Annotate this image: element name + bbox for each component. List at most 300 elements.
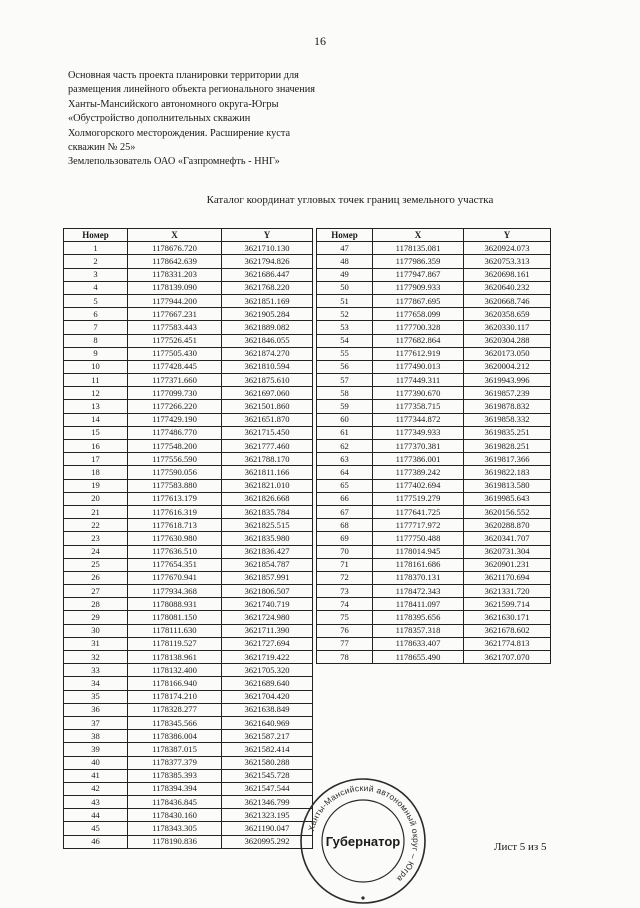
cell-number: 18 [64, 466, 128, 479]
document-header [68, 69, 315, 170]
table-row [64, 809, 313, 822]
cell-y: 3621905.284 [222, 308, 313, 321]
cell-number: 64 [317, 466, 373, 479]
cell-y: 3620753.313 [464, 255, 551, 268]
catalog-title: Каталог координат угловых точек границ земельного участка [206, 194, 494, 206]
cell-number: 78 [317, 651, 373, 664]
cell-number: 74 [317, 598, 373, 611]
table-row [317, 347, 551, 360]
cell-x: 1178161.686 [373, 558, 464, 571]
table-row [64, 440, 313, 453]
cell-y: 3621821.010 [222, 479, 313, 492]
cell-x: 1177700.328 [373, 321, 464, 334]
cell-y: 3619822.183 [464, 466, 551, 479]
table-row [317, 453, 551, 466]
cell-x: 1177505.430 [128, 347, 222, 360]
cell-y: 3621705.320 [222, 664, 313, 677]
cell-x: 1177266.220 [128, 400, 222, 413]
table-row [317, 400, 551, 413]
cell-x: 1177583.443 [128, 321, 222, 334]
cell-x: 1178385.393 [128, 769, 222, 782]
table-row [64, 571, 313, 584]
cell-x: 1177616.319 [128, 505, 222, 518]
cell-x: 1177658.099 [373, 308, 464, 321]
cell-y: 3621774.813 [464, 637, 551, 650]
table-row [317, 281, 551, 294]
cell-y: 3619835.251 [464, 426, 551, 439]
cell-x: 1178088.931 [128, 598, 222, 611]
table-row [317, 268, 551, 281]
cell-number: 20 [64, 492, 128, 505]
cell-x: 1178676.720 [128, 242, 222, 255]
cell-x: 1178014.945 [373, 545, 464, 558]
cell-y: 3621678.602 [464, 624, 551, 637]
cell-number: 15 [64, 426, 128, 439]
cell-x: 1177947.867 [373, 268, 464, 281]
cell-x: 1177641.725 [373, 505, 464, 518]
cell-x: 1177934.368 [128, 585, 222, 598]
table-row [64, 651, 313, 664]
cell-x: 1177630.980 [128, 532, 222, 545]
cell-y: 3621689.640 [222, 677, 313, 690]
cell-number: 31 [64, 637, 128, 650]
cell-x: 1178642.639 [128, 255, 222, 268]
table-row [64, 558, 313, 571]
cell-x: 1178395.656 [373, 611, 464, 624]
cell-number: 29 [64, 611, 128, 624]
cell-x: 1177358.715 [373, 400, 464, 413]
cell-y: 3621836.427 [222, 545, 313, 558]
cell-y: 3621846.055 [222, 334, 313, 347]
cell-x: 1178387.015 [128, 743, 222, 756]
column-header-x: X [128, 229, 222, 242]
cell-y: 3621545.728 [222, 769, 313, 782]
cell-x: 1177682.864 [373, 334, 464, 347]
cell-number: 65 [317, 479, 373, 492]
column-header-number: Номер [317, 229, 373, 242]
table-row [64, 281, 313, 294]
cell-number: 62 [317, 440, 373, 453]
table-row [64, 716, 313, 729]
cell-number: 8 [64, 334, 128, 347]
cell-x: 1177386.001 [373, 453, 464, 466]
table-row [64, 413, 313, 426]
table-row [317, 651, 551, 664]
cell-x: 1177370.381 [373, 440, 464, 453]
cell-x: 1177867.695 [373, 294, 464, 307]
cell-x: 1177618.713 [128, 519, 222, 532]
table-header-row [317, 229, 551, 242]
cell-number: 39 [64, 743, 128, 756]
cell-x: 1177449.311 [373, 374, 464, 387]
table-row [64, 703, 313, 716]
cell-y: 3621711.390 [222, 624, 313, 637]
cell-y: 3621825.515 [222, 519, 313, 532]
table-row [317, 308, 551, 321]
cell-number: 66 [317, 492, 373, 505]
cell-x: 1177428.445 [128, 360, 222, 373]
cell-x: 1177389.242 [373, 466, 464, 479]
header-line: размещения линейного объекта регионального значения [68, 84, 316, 96]
cell-y: 3620924.073 [464, 242, 551, 255]
cell-x: 1177519.279 [373, 492, 464, 505]
cell-x: 1177654.351 [128, 558, 222, 571]
column-header-x: X [373, 229, 464, 242]
cell-number: 17 [64, 453, 128, 466]
column-header-y: Y [222, 229, 313, 242]
cell-number: 10 [64, 360, 128, 373]
cell-number: 53 [317, 321, 373, 334]
table-row [64, 387, 313, 400]
cell-y: 3621740.719 [222, 598, 313, 611]
cell-number: 69 [317, 532, 373, 545]
cell-y: 3619985.643 [464, 492, 551, 505]
table-row [317, 571, 551, 584]
cell-x: 1177344.872 [373, 413, 464, 426]
cell-number: 33 [64, 664, 128, 677]
cell-y: 3621794.826 [222, 255, 313, 268]
cell-number: 70 [317, 545, 373, 558]
cell-number: 46 [64, 835, 128, 848]
cell-number: 57 [317, 374, 373, 387]
cell-number: 55 [317, 347, 373, 360]
cell-number: 1 [64, 242, 128, 255]
cell-number: 47 [317, 242, 373, 255]
cell-x: 1177526.451 [128, 334, 222, 347]
cell-y: 3621788.170 [222, 453, 313, 466]
table-row [64, 321, 313, 334]
cell-x: 1177670.941 [128, 571, 222, 584]
table-row [317, 334, 551, 347]
cell-x: 1178119.527 [128, 637, 222, 650]
cell-x: 1178328.277 [128, 703, 222, 716]
cell-number: 4 [64, 281, 128, 294]
cell-number: 7 [64, 321, 128, 334]
cell-number: 2 [64, 255, 128, 268]
coordinates-table-right [316, 228, 551, 664]
cell-number: 37 [64, 716, 128, 729]
cell-y: 3621874.270 [222, 347, 313, 360]
table-row [317, 242, 551, 255]
column-header-number: Номер [64, 229, 128, 242]
table-row [317, 321, 551, 334]
table-header-row [64, 229, 313, 242]
cell-y: 3621811.166 [222, 466, 313, 479]
cell-y: 3621875.610 [222, 374, 313, 387]
cell-number: 30 [64, 624, 128, 637]
cell-y: 3621323.195 [222, 809, 313, 822]
cell-x: 1178386.004 [128, 730, 222, 743]
table-row [64, 334, 313, 347]
cell-number: 54 [317, 334, 373, 347]
cell-y: 3621806.507 [222, 585, 313, 598]
cell-number: 25 [64, 558, 128, 571]
table-row [64, 505, 313, 518]
column-header-y: Y [464, 229, 551, 242]
cell-number: 72 [317, 571, 373, 584]
cell-x: 1178394.394 [128, 782, 222, 795]
cell-y: 3620995.292 [222, 835, 313, 848]
cell-y: 3621697.060 [222, 387, 313, 400]
cell-y: 3620731.304 [464, 545, 551, 558]
cell-y: 3620004.212 [464, 360, 551, 373]
table-row [317, 466, 551, 479]
cell-y: 3619858.332 [464, 413, 551, 426]
table-row [317, 294, 551, 307]
cell-y: 3621170.694 [464, 571, 551, 584]
cell-x: 1178174.210 [128, 690, 222, 703]
header-line: Основная часть проекта планировки территории для [68, 70, 299, 81]
cell-y: 3621707.070 [464, 651, 551, 664]
page-number: 16 [314, 34, 326, 48]
governor-seal [296, 774, 430, 908]
cell-x: 1178111.630 [128, 624, 222, 637]
table-row [64, 268, 313, 281]
seal-ring-text: Ханты-Мансийский автономный округ – Югра [306, 782, 422, 885]
cell-y: 3619813.580 [464, 479, 551, 492]
cell-y: 3621190.047 [222, 822, 313, 835]
cell-x: 1177402.694 [373, 479, 464, 492]
table-row [64, 690, 313, 703]
cell-y: 3620173.050 [464, 347, 551, 360]
cell-number: 23 [64, 532, 128, 545]
table-row [317, 413, 551, 426]
cell-number: 48 [317, 255, 373, 268]
cell-number: 56 [317, 360, 373, 373]
cell-y: 3620640.232 [464, 281, 551, 294]
cell-y: 3620698.161 [464, 268, 551, 281]
table-row [64, 374, 313, 387]
cell-x: 1177717.972 [373, 519, 464, 532]
cell-y: 3620156.552 [464, 505, 551, 518]
table-row [317, 611, 551, 624]
cell-number: 14 [64, 413, 128, 426]
cell-x: 1178138.961 [128, 651, 222, 664]
cell-x: 1178633.407 [373, 637, 464, 650]
cell-y: 3621501.860 [222, 400, 313, 413]
cell-y: 3621851.169 [222, 294, 313, 307]
cell-x: 1177583.880 [128, 479, 222, 492]
cell-number: 40 [64, 756, 128, 769]
cell-y: 3620304.288 [464, 334, 551, 347]
cell-number: 59 [317, 400, 373, 413]
cell-number: 26 [64, 571, 128, 584]
cell-number: 44 [64, 809, 128, 822]
table-row [64, 453, 313, 466]
cell-number: 22 [64, 519, 128, 532]
cell-number: 3 [64, 268, 128, 281]
table-row [64, 743, 313, 756]
cell-number: 49 [317, 268, 373, 281]
cell-x: 1178081.150 [128, 611, 222, 624]
cell-x: 1178436.845 [128, 796, 222, 809]
cell-y: 3621835.980 [222, 532, 313, 545]
cell-y: 3619828.251 [464, 440, 551, 453]
cell-y: 3621810.594 [222, 360, 313, 373]
table-row [64, 242, 313, 255]
cell-x: 1177490.013 [373, 360, 464, 373]
cell-number: 61 [317, 426, 373, 439]
cell-number: 45 [64, 822, 128, 835]
cell-number: 35 [64, 690, 128, 703]
table-row [64, 466, 313, 479]
table-row [64, 585, 313, 598]
cell-y: 3621704.420 [222, 690, 313, 703]
cell-y: 3621857.991 [222, 571, 313, 584]
seal-center-text: Губернатор [325, 834, 401, 849]
cell-y: 3621346.799 [222, 796, 313, 809]
cell-x: 1178135.081 [373, 242, 464, 255]
cell-number: 24 [64, 545, 128, 558]
cell-y: 3621547.544 [222, 782, 313, 795]
cell-x: 1177548.200 [128, 440, 222, 453]
cell-x: 1177590.056 [128, 466, 222, 479]
cell-x: 1177613.179 [128, 492, 222, 505]
table-row [64, 756, 313, 769]
cell-x: 1177667.231 [128, 308, 222, 321]
cell-x: 1177371.660 [128, 374, 222, 387]
cell-y: 3621715.450 [222, 426, 313, 439]
cell-x: 1178166.940 [128, 677, 222, 690]
header-line: Холмогорского месторождения. Расширение куста [68, 127, 291, 139]
cell-y: 3621580.288 [222, 756, 313, 769]
header-line: «Обустройство дополнительных скважин [68, 113, 251, 125]
cell-number: 73 [317, 585, 373, 598]
cell-number: 11 [64, 374, 128, 387]
table-row [317, 492, 551, 505]
cell-y: 3621582.414 [222, 743, 313, 756]
header-line: скважин № 25» [68, 142, 136, 154]
table-row [64, 677, 313, 690]
table-body-right [317, 242, 551, 664]
cell-number: 12 [64, 387, 128, 400]
cell-number: 36 [64, 703, 128, 716]
cell-y: 3621710.130 [222, 242, 313, 255]
cell-y: 3621889.082 [222, 321, 313, 334]
cell-y: 3621638.849 [222, 703, 313, 716]
table-row [64, 611, 313, 624]
header-line: Землепользователь ОАО «Газпромнефть - ННГ» [68, 156, 280, 168]
cell-x: 1178139.090 [128, 281, 222, 294]
cell-x: 1178377.379 [128, 756, 222, 769]
cell-y: 3620341.707 [464, 532, 551, 545]
cell-x: 1177429.190 [128, 413, 222, 426]
table-row [64, 782, 313, 795]
table-row [64, 294, 313, 307]
table-row [64, 360, 313, 373]
cell-y: 3620288.870 [464, 519, 551, 532]
cell-y: 3621835.784 [222, 505, 313, 518]
cell-x: 1178345.566 [128, 716, 222, 729]
cell-y: 3620668.746 [464, 294, 551, 307]
cell-number: 51 [317, 294, 373, 307]
cell-y: 3621826.668 [222, 492, 313, 505]
table-row [317, 374, 551, 387]
cell-x: 1178132.400 [128, 664, 222, 677]
cell-x: 1178472.343 [373, 585, 464, 598]
cell-x: 1177349.933 [373, 426, 464, 439]
cell-number: 50 [317, 281, 373, 294]
cell-number: 67 [317, 505, 373, 518]
cell-number: 77 [317, 637, 373, 650]
cell-x: 1177750.488 [373, 532, 464, 545]
cell-y: 3621599.714 [464, 598, 551, 611]
cell-y: 3619878.832 [464, 400, 551, 413]
cell-number: 34 [64, 677, 128, 690]
cell-y: 3621768.220 [222, 281, 313, 294]
cell-number: 5 [64, 294, 128, 307]
cell-number: 38 [64, 730, 128, 743]
cell-y: 3619817.366 [464, 453, 551, 466]
cell-y: 3621719.422 [222, 651, 313, 664]
table-row [64, 545, 313, 558]
cell-number: 60 [317, 413, 373, 426]
cell-x: 1177486.770 [128, 426, 222, 439]
cell-x: 1178357.318 [373, 624, 464, 637]
table-row [317, 426, 551, 439]
cell-x: 1177099.730 [128, 387, 222, 400]
cell-number: 28 [64, 598, 128, 611]
table-row [64, 400, 313, 413]
table-row [64, 519, 313, 532]
cell-y: 3621777.460 [222, 440, 313, 453]
cell-number: 42 [64, 782, 128, 795]
cell-x: 1178343.305 [128, 822, 222, 835]
table-row [317, 558, 551, 571]
table-row [317, 624, 551, 637]
cell-number: 68 [317, 519, 373, 532]
table-row [317, 585, 551, 598]
cell-y: 3621651.870 [222, 413, 313, 426]
cell-y: 3621640.969 [222, 716, 313, 729]
table-row [64, 532, 313, 545]
table-row [317, 532, 551, 545]
cell-number: 52 [317, 308, 373, 321]
cell-number: 16 [64, 440, 128, 453]
sheet-label: Лист 5 из 5 [494, 841, 547, 853]
cell-number: 41 [64, 769, 128, 782]
table-row [64, 598, 313, 611]
cell-number: 58 [317, 387, 373, 400]
cell-number: 6 [64, 308, 128, 321]
table-row [317, 598, 551, 611]
cell-y: 3621331.720 [464, 585, 551, 598]
cell-y: 3620330.117 [464, 321, 551, 334]
table-row [64, 255, 313, 268]
cell-y: 3621724.980 [222, 611, 313, 624]
seal-dot [361, 896, 364, 899]
cell-number: 76 [317, 624, 373, 637]
cell-x: 1178190.836 [128, 835, 222, 848]
table-row [317, 440, 551, 453]
cell-x: 1177909.933 [373, 281, 464, 294]
table-row [317, 255, 551, 268]
coordinates-table-left [63, 228, 313, 849]
cell-x: 1178411.097 [373, 598, 464, 611]
cell-y: 3619943.996 [464, 374, 551, 387]
table-row [64, 835, 313, 848]
table-row [64, 308, 313, 321]
table-row [64, 624, 313, 637]
cell-y: 3620901.231 [464, 558, 551, 571]
table-row [64, 492, 313, 505]
cell-y: 3621727.694 [222, 637, 313, 650]
table-row [64, 479, 313, 492]
cell-number: 13 [64, 400, 128, 413]
cell-y: 3621686.447 [222, 268, 313, 281]
table-row [64, 769, 313, 782]
table-row [64, 730, 313, 743]
